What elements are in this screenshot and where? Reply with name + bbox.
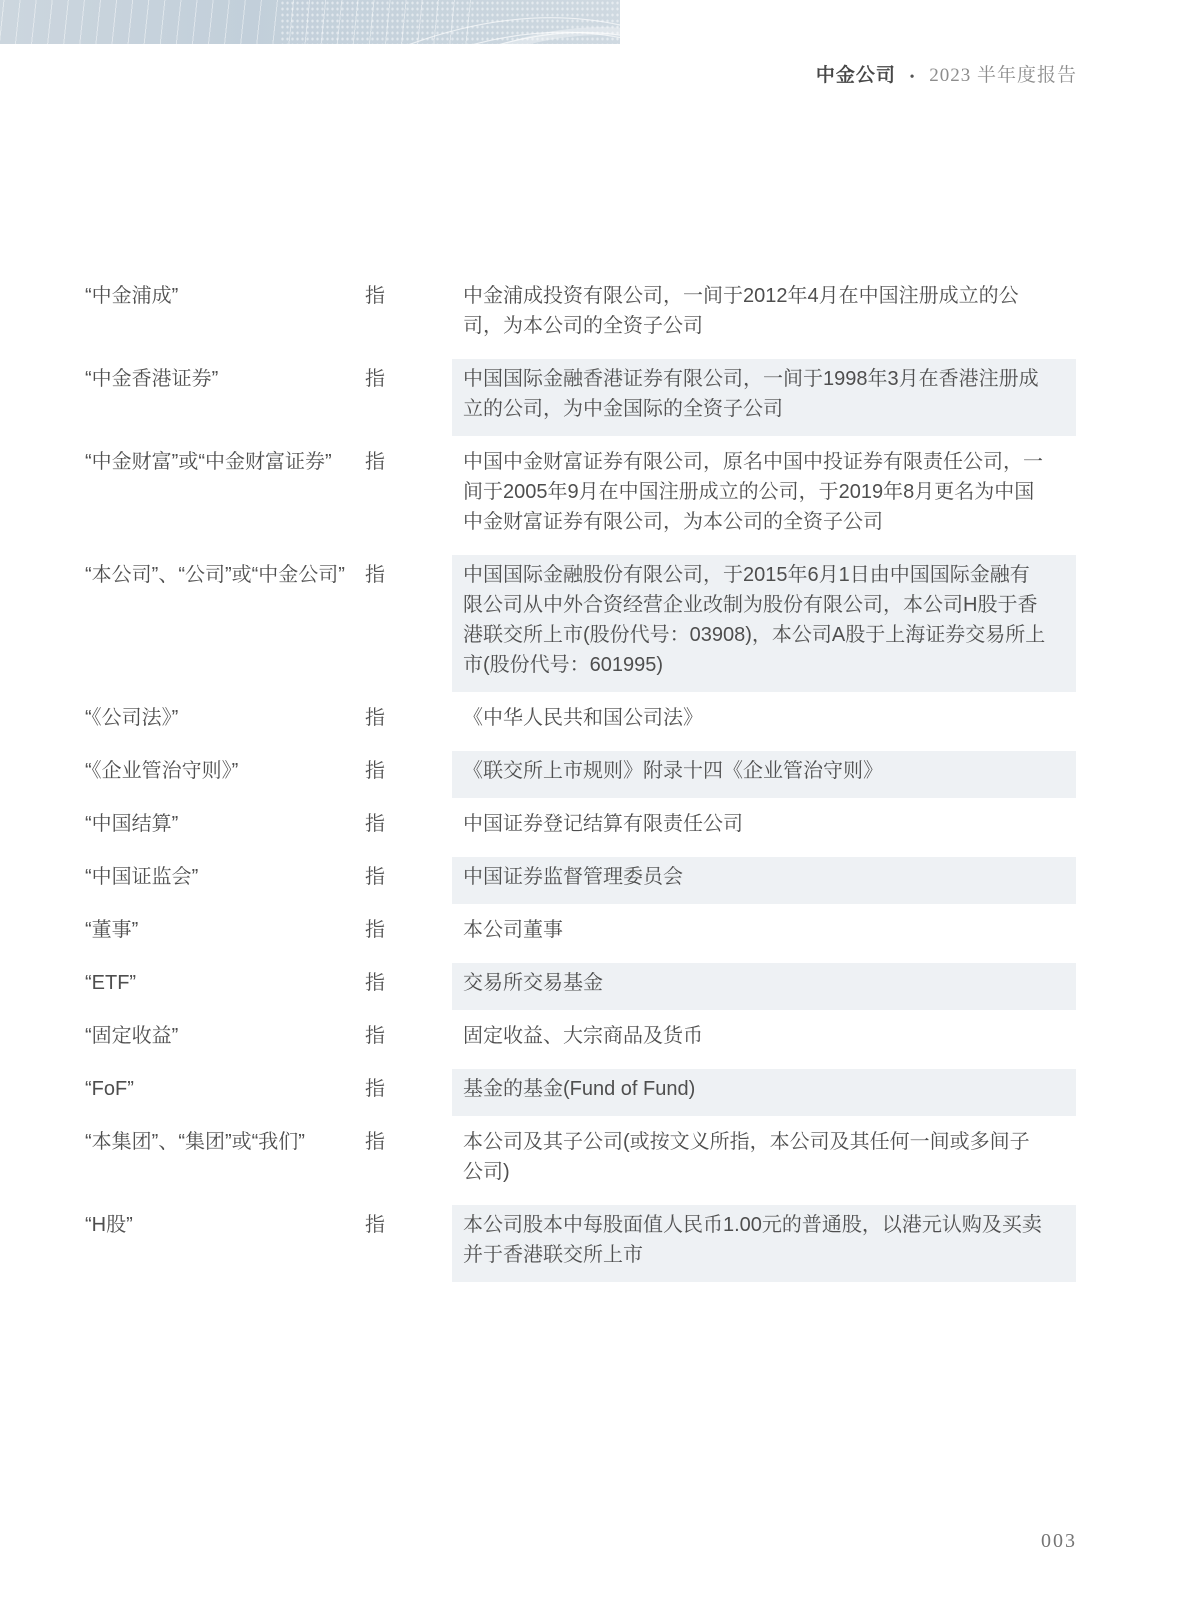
definition-connector: 指 [365,368,385,390]
definition-row [85,442,1076,549]
definition-row [85,1016,1076,1063]
definition-connector: 指 [365,451,385,473]
definition-term: “中金香港证券” [85,368,219,390]
definition-row [85,751,1076,798]
report-title: 2023 半年度报告 [929,65,1077,86]
definition-row [85,1069,1076,1116]
definition-term: “固定收益” [85,1025,179,1047]
definition-term: “FoF” [85,1078,134,1100]
header-decoration-band [0,0,620,44]
definition-term: “董事” [85,919,139,941]
definition-text: 中国国际金融股份有限公司，于2015年6月1日由中国国际金融有限公司从中外合资经营企业改制为股份有限公司，本公司H股于香港联交所上市(股份代号：03908)，本公司A股于上海证券交易所上市(股份代号：601995) [452,555,1076,692]
page-number: 003 [1041,1530,1077,1552]
definition-text: 固定收益、大宗商品及货币 [463,1025,703,1047]
definition-row [85,963,1076,1010]
definition-row [85,276,1076,353]
definition-term: “《企业管治守则》” [85,760,239,782]
bullet-separator-icon: • [909,70,916,85]
definition-term: “中国证监会” [85,866,199,888]
definition-text: 中国中金财富证券有限公司，原名中国中投证券有限责任公司，一间于2005年9月在中国注册成立的公司，于2019年8月更名为中国中金财富证券有限公司，为本公司的全资子公司 [463,451,1043,533]
definition-connector: 指 [365,866,385,888]
definition-term: “中国结算” [85,813,179,835]
definition-text: 中金浦成投资有限公司，一间于2012年4月在中国注册成立的公司，为本公司的全资子公司 [463,285,1019,337]
definition-text: 中国证券登记结算有限责任公司 [463,813,743,835]
definition-text: 《联交所上市规则》附录十四《企业管治守则》 [452,751,1076,798]
definition-term: “本集团”、“集团”或“我们” [85,1131,305,1153]
definition-row [85,857,1076,904]
definition-text: 交易所交易基金 [452,963,1076,1010]
definition-connector: 指 [365,707,385,729]
definition-term: “ETF” [85,972,137,994]
definition-row [85,555,1076,692]
definition-row [85,804,1076,851]
definition-connector: 指 [365,760,385,782]
definition-term: “H股” [85,1214,133,1236]
definition-row [85,1122,1076,1199]
definition-text: 《中华人民共和国公司法》 [463,707,703,729]
definition-term: “《公司法》” [85,707,179,729]
definition-connector: 指 [365,564,385,586]
definition-text: 本公司及其子公司(或按文义所指，本公司及其任何一间或多间子公司) [463,1131,1030,1183]
definition-connector: 指 [365,1131,385,1153]
definition-connector: 指 [365,972,385,994]
company-name: 中金公司 [815,65,896,86]
definition-row [85,698,1076,745]
definition-connector: 指 [365,813,385,835]
definition-text: 本公司董事 [463,919,563,941]
definition-connector: 指 [365,285,385,307]
definition-connector: 指 [365,1025,385,1047]
definitions-list [85,276,1076,1288]
definition-row [85,359,1076,436]
definition-connector: 指 [365,919,385,941]
definition-text: 基金的基金(Fund of Fund) [452,1069,1076,1116]
definition-term: “本公司”、“公司”或“中金公司” [85,564,345,586]
decoration-arcs [0,0,620,44]
definition-text: 中国国际金融香港证券有限公司，一间于1998年3月在香港注册成立的公司，为中金国际的全资子公司 [452,359,1076,436]
definition-text: 中国证券监督管理委员会 [452,857,1076,904]
definition-term: “中金浦成” [85,285,179,307]
definition-term: “中金财富”或“中金财富证券” [85,451,332,473]
report-header [816,60,1077,87]
definition-row [85,1205,1076,1282]
definition-text: 本公司股本中每股面值人民币1.00元的普通股，以港元认购及买卖并于香港联交所上市 [452,1205,1076,1282]
definition-row [85,910,1076,957]
definition-connector: 指 [365,1214,385,1236]
definition-connector: 指 [365,1078,385,1100]
